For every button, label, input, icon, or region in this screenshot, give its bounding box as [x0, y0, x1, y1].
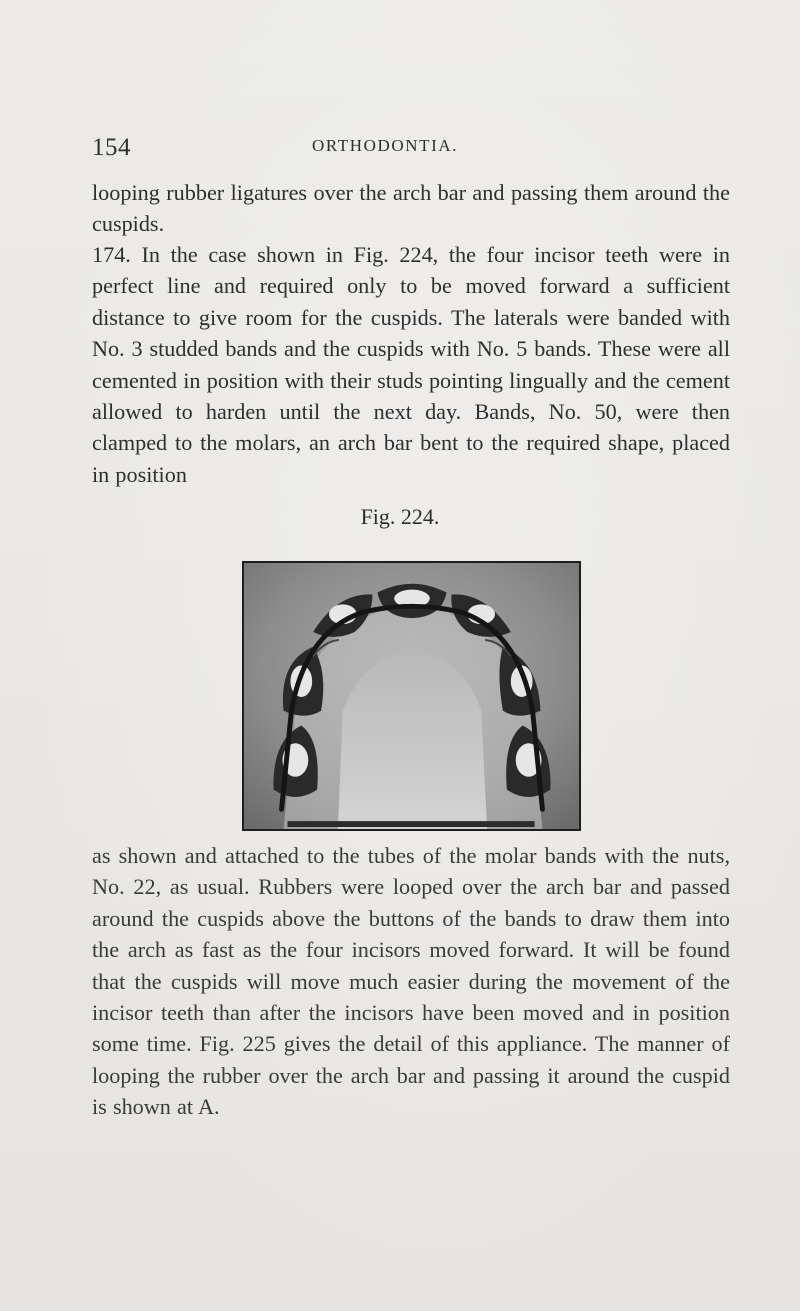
- figure-caption: Fig. 224.: [360, 504, 440, 529]
- paragraph-continuation: looping rubber ligatures over the arch bar and passing them around the cuspids.: [92, 180, 730, 237]
- figure-photograph: [242, 561, 581, 831]
- dental-cast-image: [244, 563, 579, 829]
- page-header: [92, 134, 722, 164]
- running-head: ORTHODONTIA.: [312, 136, 459, 155]
- paragraph-continuation-after-figure: as shown and attached to the tubes of the molar bands with the nuts, No. 22, as usual. Rubbers were looped over the arch bar and passed around the cuspids above the buttons of the bands to draw them into the arch as fast as the four incisors moved forward. It will be found that the cuspids will move much easier during the movement of the incisor teeth than after the incisors have been moved and in position some time. Fig. 225 gives the detail of this appliance. The manner of looping the rubber over the arch bar and passing it around the cuspid is shown at A.: [92, 843, 730, 1120]
- page-number: 154: [92, 134, 131, 161]
- paragraph-174: 174. In the case shown in Fig. 224, the four incisor teeth were in perfect line and required only to be moved forward a sufficient distance to give room for the cuspids. The laterals were banded with No. 3 studded bands and the cuspids with No. 5 bands. These were all cemented in position with their studs pointing lingually and the cement allowed to harden until the next day. Bands, No. 50, were then clamped to the molars, an arch bar bent to the required shape, placed in position: [92, 242, 730, 487]
